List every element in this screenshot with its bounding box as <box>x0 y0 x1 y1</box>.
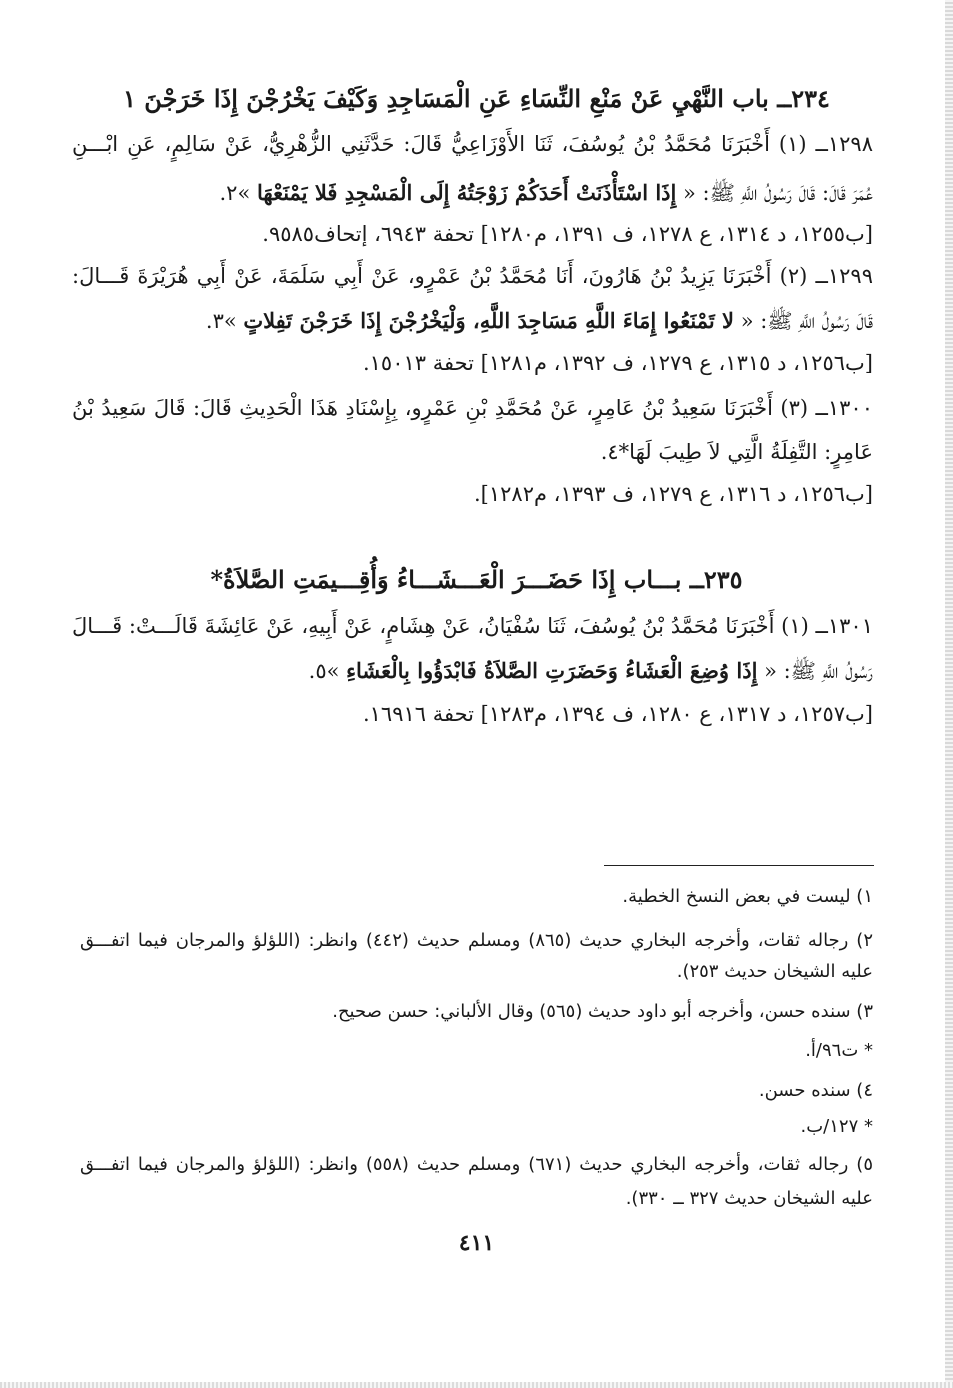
page-number: ٤١١ <box>458 1230 495 1256</box>
hadith-1299-line1: ١٢٩٩ــ (٢) أَخْبَرَنَا يَزِيدُ بْنُ هَارُونَ، أَنَا مُحَمَّدُ بْنُ عَمْرٍو، عَنْ أَبِي سَلَمَةَ، عَنْ أَبِي هُرَيْرَةَ قَـــالَ: <box>72 264 873 288</box>
footnote-star-2: * ١٢٧/ب. <box>800 1116 873 1137</box>
footnote-2-line2: عليه الشيخان حديث ٢٥٣). <box>676 961 873 982</box>
hadith-1300-line1: ١٣٠٠ــ (٣) أَخْبَرَنَا سَعِيدُ بْنُ عَامِرٍ، عَنْ مُحَمَّدِ بْنِ عَمْرٍو، بِإِسْنَادِ هَذَا الْحَدِيثِ قَالَ: قَالَ سَعِيدُ بْنُ <box>72 396 873 420</box>
hadith-1301-line1: ١٣٠١ــ (١) أَخْبَرَنَا مُحَمَّدُ بْنُ يُوسُفَ، ثَنَا سُفْيَانُ، عَنْ هِشَامٍ، عَنْ أَبِيهِ، عَنْ عَائِشَةَ قَالَـــتْ: قَـــالَ <box>72 614 873 638</box>
scan-edge-bottom <box>0 1382 953 1388</box>
hadith-1300-ref: [ب١٢٥٦، د ١٣١٦، ع ١٢٧٩، ف ١٣٩٣، م١٢٨٢]. <box>474 482 873 506</box>
hadith-1301-ref: [ب١٢٥٧، د ١٣١٧، ع ١٢٨٠، ف ١٣٩٤، م١٢٨٣] تحفة ١٦٩١٦. <box>362 702 873 726</box>
footnote-star-1: * ت٩٦/أ. <box>805 1040 873 1061</box>
footnote-5-line1: ٥) رجاله ثقات، وأخرجه البخاري حديث (٦٧١) ومسلم حديث (٥٥٨) وانظر: (اللؤلؤ والمرجان فيما اتفـــق <box>80 1154 873 1175</box>
hadith-1301-intro: رَسُولُ اللَّهِ ﷺ: « <box>757 659 873 683</box>
footnote-4: ٤) سنده حسن. <box>758 1080 873 1101</box>
chapter-235-title: ٢٣٥ــ بـــاب إِذَا حَضَـــرَ الْعَـــشَـــاءُ وَأُقِـــيمَتِ الصَّلاَةُ* <box>210 565 743 594</box>
hadith-1299-matn: لا تَمْنَعُوا إِمَاءَ اللَّهِ مَسَاجِدَ اللَّهِ، وَلْيَخْرُجْنَ إِذَا خَرَجْنَ تَفِلاتٍ <box>243 308 735 333</box>
hadith-1299-intro: قَالَ رَسُولُ اللَّهِ ﷺ: « <box>734 309 873 333</box>
hadith-1299-ref: [ب١٢٥٦، د ١٣١٥، ع ١٢٧٩، ف ١٣٩٢، م١٢٨١] تحفة ١٥٠١٣. <box>362 351 873 375</box>
hadith-1299-line2 <box>206 308 873 339</box>
hadith-1298-line1: ١٢٩٨ــ (١) أَخْبَرَنَا مُحَمَّدُ بْنُ يُوسُفَ، ثَنَا الأَوْزَاعِيُّ قَالَ: حَدَّثَنِي الزُّهْرِيُّ، عَنْ سَالِمٍ، عَنِ ابْـــنِ <box>72 132 873 156</box>
hadith-1301-end: »٥. <box>308 659 347 683</box>
hadith-1301-line2 <box>309 658 873 689</box>
hadith-1300-line2: عَامِرٍ: التَّفِلَةُ الَّتِي لاَ طِيبَ لَهَا*٤. <box>600 440 873 464</box>
hadith-1299-end: »٣. <box>205 309 244 333</box>
chapter-234-title: ٢٣٤ــ باب النَّهْيِ عَنْ مَنْعِ النِّسَاءِ عَنِ الْمَسَاجِدِ وَكَيْفَ يَخْرُجْنَ إِذَا خَرَجْنَ ١ <box>123 84 830 113</box>
scan-edge-right <box>945 0 953 1388</box>
hadith-1298-line2 <box>219 180 873 211</box>
footnote-5-line2: عليه الشيخان حديث ٣٢٧ ــ ٣٣٠). <box>625 1188 873 1209</box>
hadith-1298-ref: [ب١٢٥٥، د ١٣١٤، ع ١٢٧٨، ف ١٣٩١، م١٢٨٠] تحفة ٦٩٤٣، إتحاف٩٥٨٥. <box>262 222 873 246</box>
footnote-3: ٣) سنده حسن، وأخرجه أبو داود حديث (٥٦٥) وقال الألباني: حسن صحيح. <box>332 1001 873 1022</box>
hadith-1298-matn: إِذَا اسْتَأْذَنَتْ أَحَدَكُمْ زَوْجَتُهُ إِلَى الْمَسْجِدِ فَلا يَمْنَعْهَا <box>256 180 677 205</box>
hadith-1301-matn: إِذَا وُضِعَ الْعَشَاءُ وَحَضَرَتِ الصَّلاَةُ فَابْدَؤُوا بِالْعَشَاءِ <box>346 658 758 683</box>
footnote-1: ١) ليست في بعض النسخ الخطية. <box>622 886 873 907</box>
hadith-1298-intro: عُمَرَ قَالَ: قَالَ رَسُولُ اللَّهِ ﷺ: « <box>676 181 873 205</box>
hadith-1298-end: »٢. <box>219 181 257 205</box>
footnote-separator <box>604 865 874 866</box>
footnote-2-line1: ٢) رجاله ثقات، وأخرجه البخاري حديث (٨٦٥) ومسلم حديث (٤٤٢) وانظر: (اللؤلؤ والمرجان فيما اتفـــق <box>80 930 873 951</box>
